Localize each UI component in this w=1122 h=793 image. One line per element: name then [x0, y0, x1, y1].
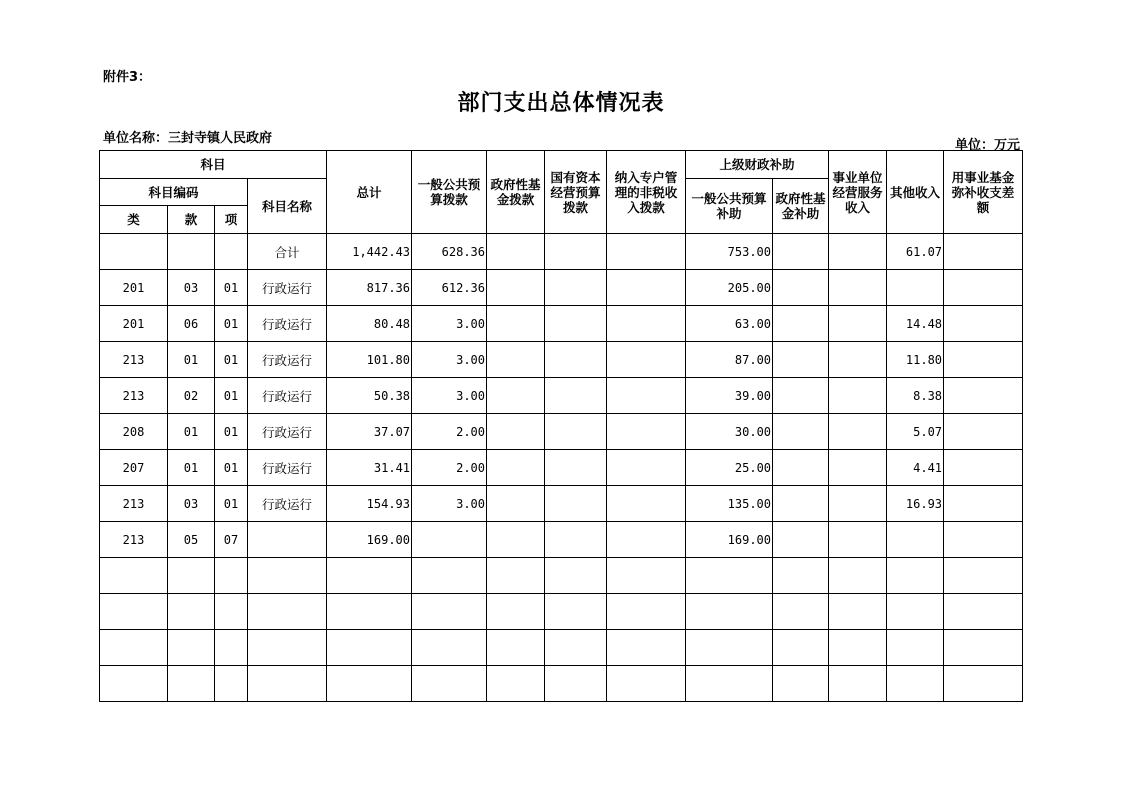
- header-subject: 科目: [100, 151, 327, 179]
- cell-other-income: 5.07: [887, 414, 944, 450]
- cell-business-service: [829, 378, 887, 414]
- cell-business-service: [829, 666, 887, 702]
- cell-state-capital: [545, 270, 607, 306]
- cell-business-service: [829, 234, 887, 270]
- cell-subject-name: 行政运行: [248, 270, 327, 306]
- cell-subject-name: 行政运行: [248, 378, 327, 414]
- cell-xiang: 01: [215, 414, 248, 450]
- cell-other-income: [887, 594, 944, 630]
- cell-fund-offset: [944, 270, 1023, 306]
- table-row: [100, 522, 1023, 558]
- cell-kuan: 05: [168, 522, 215, 558]
- header-non-tax: 纳入专户管理的非税收入拨款: [607, 151, 686, 234]
- cell-kuan: 03: [168, 270, 215, 306]
- cell-lei: [100, 630, 168, 666]
- cell-xiang: [215, 666, 248, 702]
- cell-non-tax: [607, 666, 686, 702]
- header-superior-subsidy: 上级财政补助: [686, 151, 829, 179]
- header-kuan: 款: [168, 206, 215, 234]
- cell-fund-offset: [944, 414, 1023, 450]
- table-row: [100, 594, 1023, 630]
- unit-name-label: 单位名称：三封寺镇人民政府: [103, 131, 273, 146]
- cell-lei: 213: [100, 378, 168, 414]
- header-lei: 类: [100, 206, 168, 234]
- cell-state-capital: [545, 378, 607, 414]
- cell-business-service: [829, 450, 887, 486]
- cell-general-budget: 628.36: [412, 234, 487, 270]
- cell-kuan: 06: [168, 306, 215, 342]
- cell-gov-fund: [487, 342, 545, 378]
- cell-fund-offset: [944, 234, 1023, 270]
- cell-sup-general: [686, 594, 773, 630]
- cell-other-income: [887, 270, 944, 306]
- table-row: [100, 558, 1023, 594]
- header-total: 总计: [327, 151, 412, 234]
- cell-sup-general: [686, 558, 773, 594]
- cell-other-income: 61.07: [887, 234, 944, 270]
- cell-subject-name: [248, 666, 327, 702]
- header-subject-name: 科目名称: [248, 179, 327, 234]
- cell-sup-gov-fund: [773, 414, 829, 450]
- cell-state-capital: [545, 450, 607, 486]
- cell-gov-fund: [487, 414, 545, 450]
- cell-kuan: [168, 558, 215, 594]
- cell-lei: 213: [100, 342, 168, 378]
- cell-fund-offset: [944, 666, 1023, 702]
- cell-kuan: [168, 234, 215, 270]
- cell-gov-fund: [487, 450, 545, 486]
- table-row: [100, 378, 1023, 414]
- cell-other-income: 4.41: [887, 450, 944, 486]
- expenditure-table: [99, 150, 1023, 702]
- cell-kuan: 01: [168, 414, 215, 450]
- table-row: [100, 450, 1023, 486]
- cell-sup-gov-fund: [773, 234, 829, 270]
- cell-general-budget: 3.00: [412, 342, 487, 378]
- cell-business-service: [829, 306, 887, 342]
- cell-gov-fund: [487, 522, 545, 558]
- cell-lei: 213: [100, 486, 168, 522]
- cell-lei: 201: [100, 306, 168, 342]
- header-subject-code: 科目编码: [100, 179, 248, 206]
- cell-lei: [100, 594, 168, 630]
- cell-sup-general: 25.00: [686, 450, 773, 486]
- cell-sup-general: 30.00: [686, 414, 773, 450]
- cell-gov-fund: [487, 306, 545, 342]
- header-xiang: 项: [215, 206, 248, 234]
- cell-business-service: [829, 630, 887, 666]
- cell-state-capital: [545, 558, 607, 594]
- cell-gov-fund: [487, 234, 545, 270]
- cell-xiang: [215, 558, 248, 594]
- cell-state-capital: [545, 486, 607, 522]
- page-title: 部门支出总体情况表: [457, 90, 665, 116]
- cell-total: [327, 594, 412, 630]
- cell-lei: 213: [100, 522, 168, 558]
- cell-general-budget: 3.00: [412, 486, 487, 522]
- cell-general-budget: 2.00: [412, 450, 487, 486]
- cell-business-service: [829, 522, 887, 558]
- cell-fund-offset: [944, 630, 1023, 666]
- cell-business-service: [829, 414, 887, 450]
- cell-total: [327, 666, 412, 702]
- header-business-service: 事业单位经营服务收入: [829, 151, 887, 234]
- table-row: [100, 270, 1023, 306]
- cell-other-income: 16.93: [887, 486, 944, 522]
- cell-subject-name: 行政运行: [248, 486, 327, 522]
- cell-non-tax: [607, 450, 686, 486]
- cell-subject-name: 行政运行: [248, 450, 327, 486]
- cell-sup-gov-fund: [773, 666, 829, 702]
- cell-non-tax: [607, 234, 686, 270]
- cell-kuan: 02: [168, 378, 215, 414]
- cell-gov-fund: [487, 270, 545, 306]
- cell-general-budget: 612.36: [412, 270, 487, 306]
- cell-lei: [100, 666, 168, 702]
- table-header: [100, 151, 1023, 234]
- cell-general-budget: [412, 594, 487, 630]
- cell-state-capital: [545, 594, 607, 630]
- cell-state-capital: [545, 342, 607, 378]
- cell-general-budget: [412, 666, 487, 702]
- cell-fund-offset: [944, 450, 1023, 486]
- cell-xiang: [215, 594, 248, 630]
- cell-xiang: 01: [215, 486, 248, 522]
- cell-state-capital: [545, 306, 607, 342]
- cell-lei: 208: [100, 414, 168, 450]
- cell-state-capital: [545, 522, 607, 558]
- cell-fund-offset: [944, 486, 1023, 522]
- cell-fund-offset: [944, 378, 1023, 414]
- header-fund-offset: 用事业基金弥补收支差额: [944, 151, 1023, 234]
- cell-subject-name: 行政运行: [248, 306, 327, 342]
- cell-non-tax: [607, 270, 686, 306]
- cell-kuan: [168, 594, 215, 630]
- cell-general-budget: [412, 630, 487, 666]
- cell-sup-gov-fund: [773, 450, 829, 486]
- cell-kuan: 01: [168, 342, 215, 378]
- cell-xiang: [215, 630, 248, 666]
- attachment-label: 附件3：: [103, 70, 152, 85]
- table-row: [100, 630, 1023, 666]
- cell-sup-general: 753.00: [686, 234, 773, 270]
- cell-sup-gov-fund: [773, 342, 829, 378]
- cell-non-tax: [607, 306, 686, 342]
- cell-general-budget: 3.00: [412, 306, 487, 342]
- cell-gov-fund: [487, 486, 545, 522]
- cell-subject-name: [248, 522, 327, 558]
- cell-general-budget: 2.00: [412, 414, 487, 450]
- header-state-capital: 国有资本经营预算拨款: [545, 151, 607, 234]
- cell-fund-offset: [944, 522, 1023, 558]
- cell-lei: 201: [100, 270, 168, 306]
- cell-other-income: 8.38: [887, 378, 944, 414]
- cell-other-income: [887, 558, 944, 594]
- cell-lei: [100, 558, 168, 594]
- table-row: [100, 486, 1023, 522]
- cell-kuan: [168, 666, 215, 702]
- cell-non-tax: [607, 630, 686, 666]
- cell-sup-general: [686, 666, 773, 702]
- table-row: [100, 666, 1023, 702]
- cell-sup-general: [686, 630, 773, 666]
- cell-subject-name: 行政运行: [248, 342, 327, 378]
- currency-unit-label: 单位：万元: [955, 138, 1021, 153]
- cell-total: 31.41: [327, 450, 412, 486]
- cell-fund-offset: [944, 558, 1023, 594]
- cell-kuan: 03: [168, 486, 215, 522]
- table-row: [100, 342, 1023, 378]
- cell-non-tax: [607, 558, 686, 594]
- cell-general-budget: [412, 522, 487, 558]
- cell-sup-gov-fund: [773, 486, 829, 522]
- cell-subject-name: [248, 630, 327, 666]
- cell-total: [327, 558, 412, 594]
- cell-gov-fund: [487, 666, 545, 702]
- cell-total: 154.93: [327, 486, 412, 522]
- cell-gov-fund: [487, 594, 545, 630]
- cell-xiang: 01: [215, 270, 248, 306]
- header-sup-gov-fund: 政府性基金补助: [773, 179, 829, 234]
- cell-gov-fund: [487, 558, 545, 594]
- cell-subject-name: [248, 594, 327, 630]
- header-other-income: 其他收入: [887, 151, 944, 234]
- cell-non-tax: [607, 342, 686, 378]
- cell-fund-offset: [944, 594, 1023, 630]
- cell-fund-offset: [944, 306, 1023, 342]
- cell-total: 101.80: [327, 342, 412, 378]
- cell-xiang: [215, 234, 248, 270]
- cell-non-tax: [607, 486, 686, 522]
- cell-non-tax: [607, 594, 686, 630]
- cell-sup-general: 169.00: [686, 522, 773, 558]
- cell-lei: 207: [100, 450, 168, 486]
- cell-sup-gov-fund: [773, 306, 829, 342]
- cell-business-service: [829, 558, 887, 594]
- cell-sup-general: 39.00: [686, 378, 773, 414]
- table-row: [100, 414, 1023, 450]
- cell-other-income: [887, 522, 944, 558]
- cell-total: [327, 630, 412, 666]
- cell-state-capital: [545, 234, 607, 270]
- cell-business-service: [829, 594, 887, 630]
- cell-state-capital: [545, 630, 607, 666]
- cell-other-income: [887, 630, 944, 666]
- cell-sup-gov-fund: [773, 594, 829, 630]
- cell-total: 817.36: [327, 270, 412, 306]
- cell-other-income: 14.48: [887, 306, 944, 342]
- cell-business-service: [829, 342, 887, 378]
- cell-xiang: 01: [215, 378, 248, 414]
- cell-general-budget: 3.00: [412, 378, 487, 414]
- cell-xiang: 01: [215, 450, 248, 486]
- header-general-budget: 一般公共预算拨款: [412, 151, 487, 234]
- cell-sup-general: 135.00: [686, 486, 773, 522]
- cell-sup-gov-fund: [773, 630, 829, 666]
- cell-business-service: [829, 270, 887, 306]
- cell-sup-gov-fund: [773, 378, 829, 414]
- cell-total: 80.48: [327, 306, 412, 342]
- cell-xiang: 01: [215, 306, 248, 342]
- cell-sup-general: 87.00: [686, 342, 773, 378]
- table-body: [100, 234, 1023, 702]
- cell-state-capital: [545, 666, 607, 702]
- cell-xiang: 01: [215, 342, 248, 378]
- cell-other-income: [887, 666, 944, 702]
- cell-xiang: 07: [215, 522, 248, 558]
- cell-total: 1,442.43: [327, 234, 412, 270]
- header-gov-fund: 政府性基金拨款: [487, 151, 545, 234]
- cell-total: 37.07: [327, 414, 412, 450]
- cell-non-tax: [607, 378, 686, 414]
- cell-subject-name: 行政运行: [248, 414, 327, 450]
- table-row: [100, 306, 1023, 342]
- cell-sup-gov-fund: [773, 522, 829, 558]
- cell-total: 50.38: [327, 378, 412, 414]
- cell-sup-general: 205.00: [686, 270, 773, 306]
- cell-non-tax: [607, 414, 686, 450]
- cell-state-capital: [545, 414, 607, 450]
- cell-fund-offset: [944, 342, 1023, 378]
- cell-kuan: [168, 630, 215, 666]
- cell-subject-name: [248, 558, 327, 594]
- cell-gov-fund: [487, 378, 545, 414]
- cell-total: 169.00: [327, 522, 412, 558]
- table-row: [100, 234, 1023, 270]
- cell-general-budget: [412, 558, 487, 594]
- cell-non-tax: [607, 522, 686, 558]
- cell-business-service: [829, 486, 887, 522]
- cell-kuan: 01: [168, 450, 215, 486]
- cell-lei: [100, 234, 168, 270]
- header-sup-general: 一般公共预算补助: [686, 179, 773, 234]
- cell-gov-fund: [487, 630, 545, 666]
- cell-subject-name: 合计: [248, 234, 327, 270]
- cell-sup-gov-fund: [773, 270, 829, 306]
- cell-sup-gov-fund: [773, 558, 829, 594]
- cell-sup-general: 63.00: [686, 306, 773, 342]
- cell-other-income: 11.80: [887, 342, 944, 378]
